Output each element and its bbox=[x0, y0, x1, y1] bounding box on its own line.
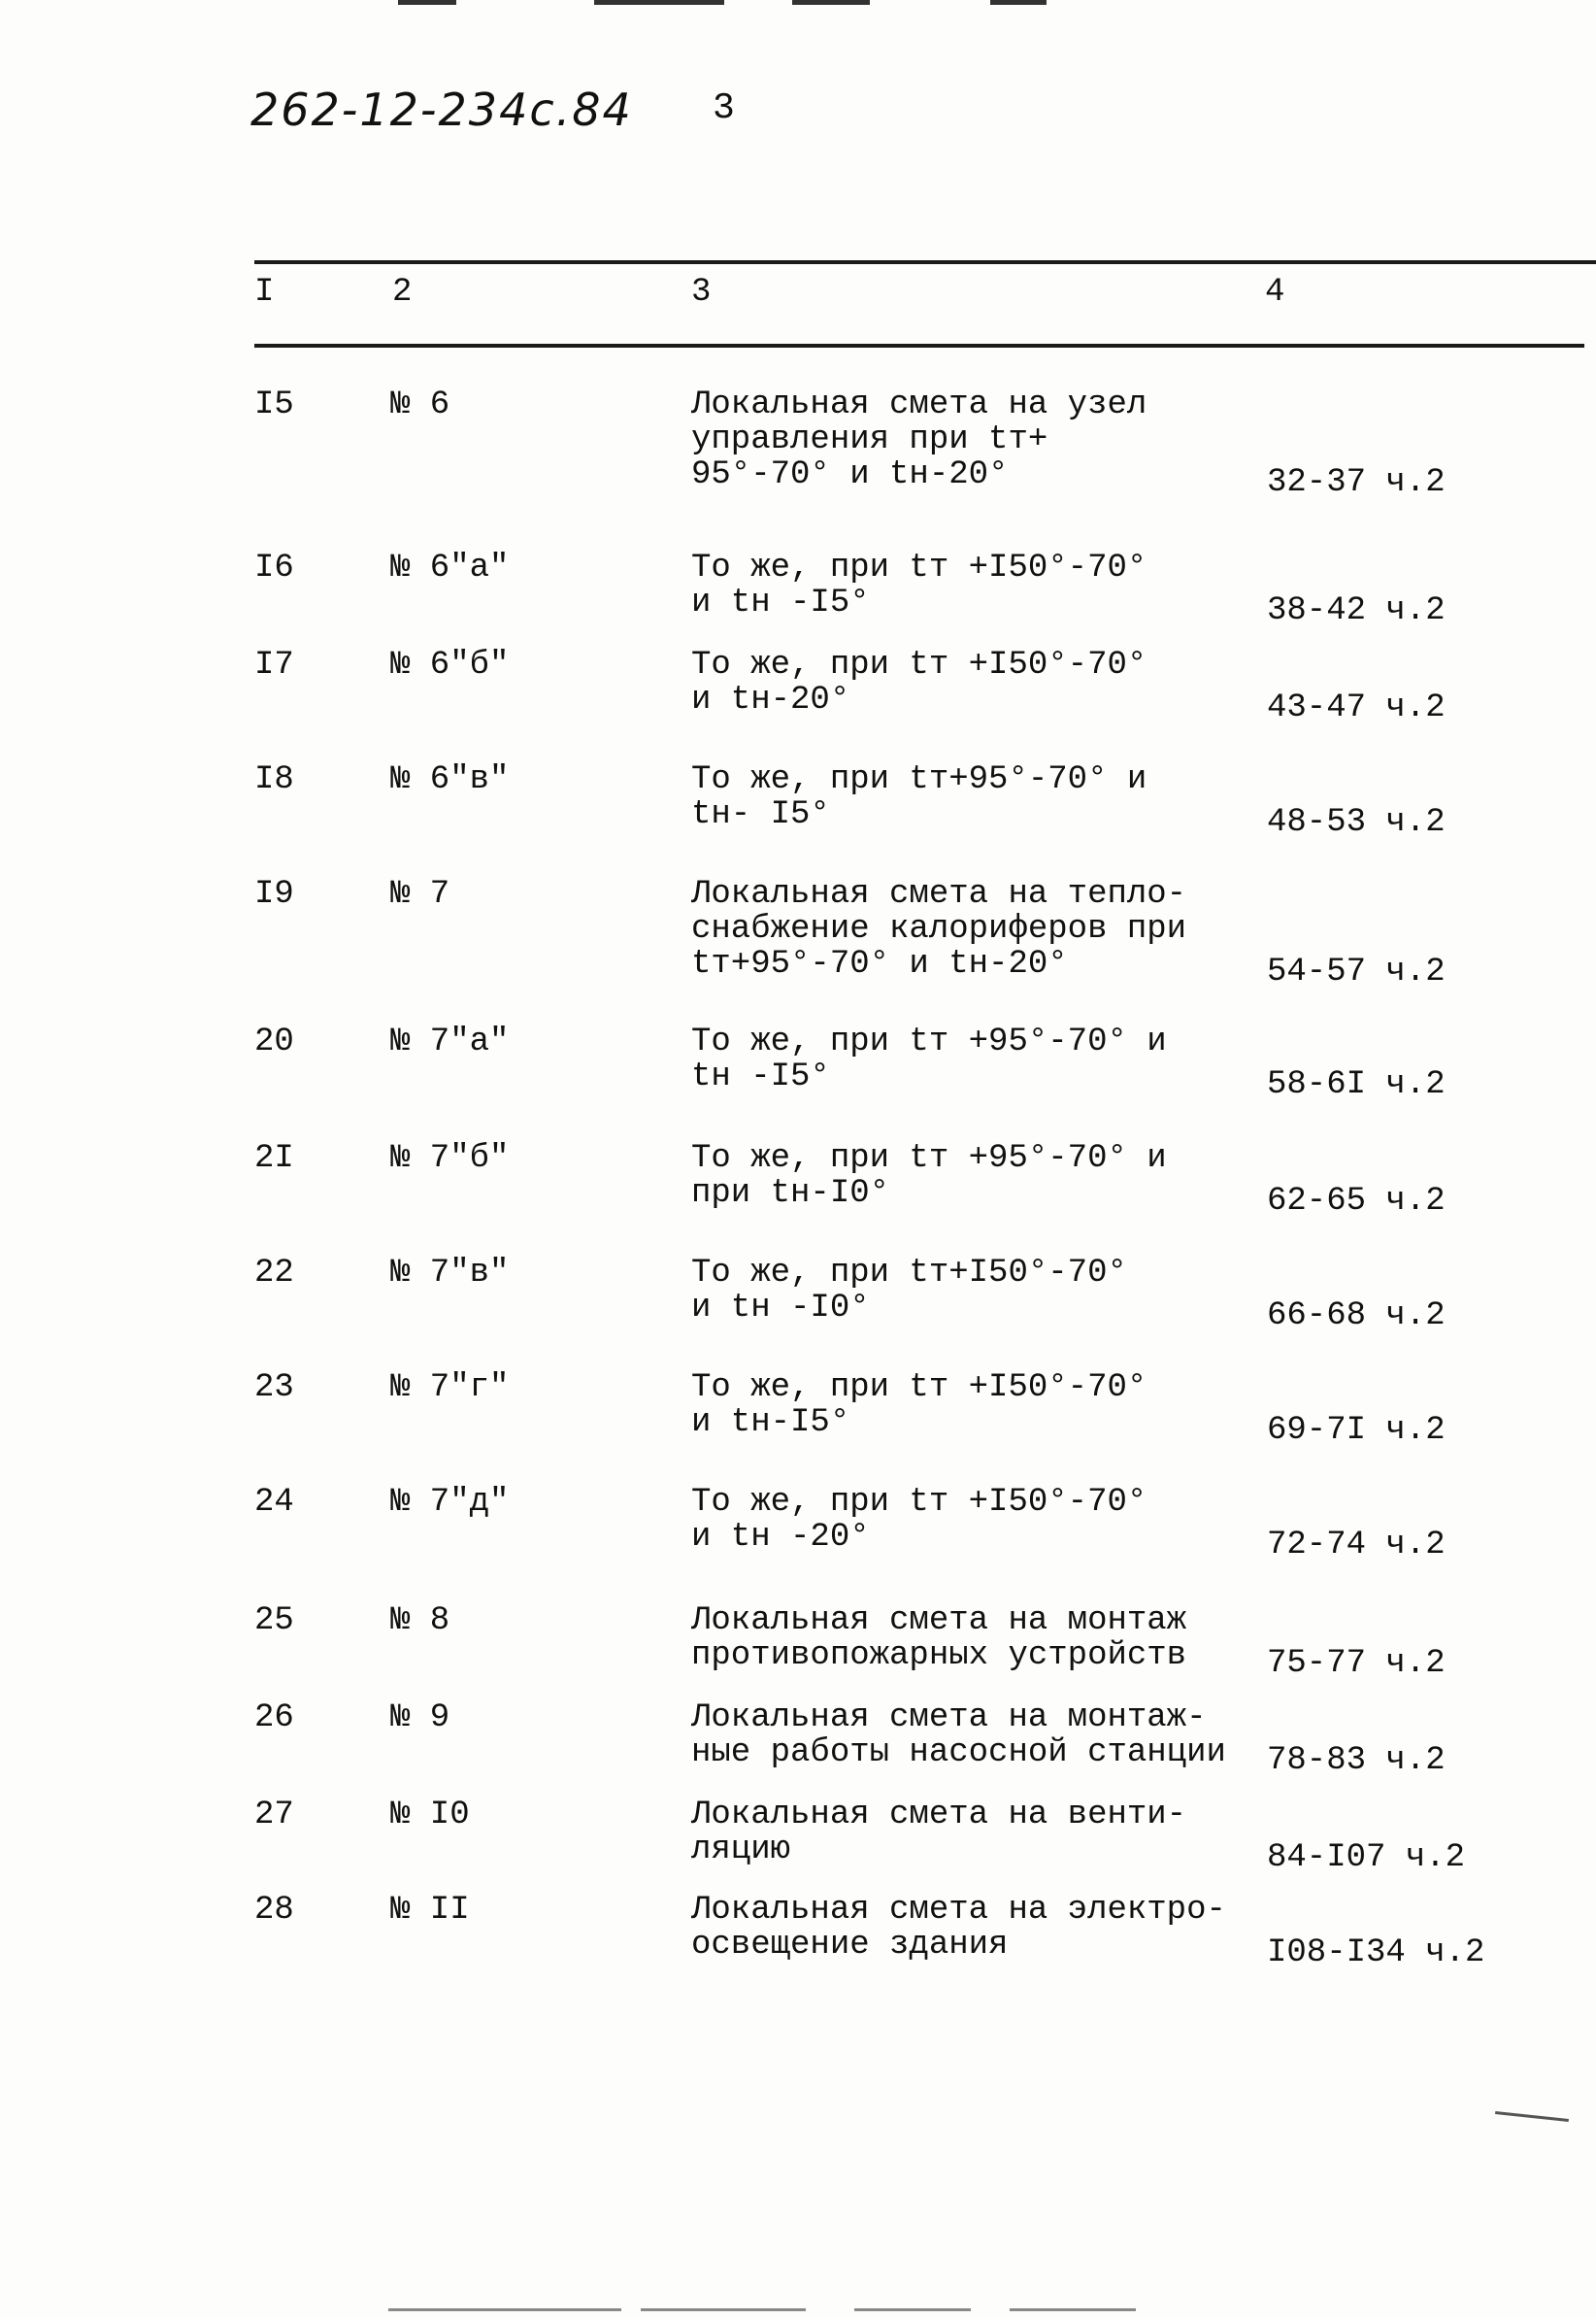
estimate-description bbox=[691, 1701, 1254, 1769]
page-range: 48-53 ч.2 bbox=[1267, 804, 1446, 841]
page-number: 3 bbox=[713, 87, 735, 129]
page-range: 75-77 ч.2 bbox=[1267, 1645, 1446, 1682]
estimate-number: № 6"б" bbox=[390, 647, 510, 684]
description-line: Локальная смета на монтаж bbox=[691, 1602, 1187, 1639]
description-line: 95°-70° и tн-20° bbox=[691, 456, 1009, 493]
estimate-description bbox=[691, 1604, 1254, 1672]
description-line: снабжение калориферов при bbox=[691, 911, 1187, 948]
row-number: I8 bbox=[254, 761, 294, 798]
description-line: То же, при tт+95°-70° и bbox=[691, 761, 1147, 798]
description-line: То же, при tт +I50°-70° bbox=[691, 550, 1147, 587]
description-line: и tн -I0° bbox=[691, 1290, 870, 1327]
description-line: при tн-I0° bbox=[691, 1175, 890, 1212]
row-number: I7 bbox=[254, 647, 294, 684]
row-number: 20 bbox=[254, 1024, 294, 1060]
description-line: Локальная смета на венти- bbox=[691, 1797, 1187, 1833]
description-line: и tн -20° bbox=[691, 1519, 870, 1556]
page-range: 32-37 ч.2 bbox=[1267, 464, 1446, 501]
estimate-description bbox=[691, 1486, 1254, 1554]
row-number: 25 bbox=[254, 1602, 294, 1639]
estimate-number: № 7 bbox=[390, 876, 450, 913]
page-range: I08-I34 ч.2 bbox=[1267, 1934, 1485, 1971]
column-header-3: 3 bbox=[691, 274, 712, 311]
estimate-description bbox=[691, 1257, 1254, 1325]
estimate-number: № 7"в" bbox=[390, 1255, 510, 1292]
description-line: ляцию bbox=[691, 1832, 791, 1868]
estimate-number: № 6 bbox=[390, 386, 450, 423]
row-number: 2I bbox=[254, 1140, 294, 1177]
estimate-number: № 7"а" bbox=[390, 1024, 510, 1060]
estimate-description bbox=[691, 1798, 1254, 1866]
description-line: ные работы насосной станции bbox=[691, 1734, 1226, 1771]
page-range: 69-7I ч.2 bbox=[1267, 1412, 1446, 1449]
page-range: 54-57 ч.2 bbox=[1267, 954, 1446, 991]
estimate-description bbox=[691, 1025, 1254, 1093]
page-range: 84-I07 ч.2 bbox=[1267, 1839, 1466, 1876]
page-range: 72-74 ч.2 bbox=[1267, 1527, 1446, 1563]
estimate-number: № 8 bbox=[390, 1602, 450, 1639]
page-range: 78-83 ч.2 bbox=[1267, 1742, 1446, 1779]
row-number: I5 bbox=[254, 386, 294, 423]
page-range: 66-68 ч.2 bbox=[1267, 1297, 1446, 1334]
description-line: tн -I5° bbox=[691, 1059, 830, 1095]
estimate-description bbox=[691, 552, 1254, 620]
estimate-description bbox=[691, 763, 1254, 831]
description-line: То же, при tт+I50°-70° bbox=[691, 1255, 1127, 1292]
description-line: tн- I5° bbox=[691, 796, 830, 833]
table-top-rule bbox=[254, 260, 1596, 264]
description-line: и tн-20° bbox=[691, 682, 850, 719]
row-number: I6 bbox=[254, 550, 294, 587]
page-range: 62-65 ч.2 bbox=[1267, 1183, 1446, 1220]
estimate-number: № 7"б" bbox=[390, 1140, 510, 1177]
description-line: Локальная смета на монтаж- bbox=[691, 1699, 1207, 1736]
estimate-number: № 7"г" bbox=[390, 1369, 510, 1406]
column-header-4: 4 bbox=[1265, 274, 1285, 311]
row-number: 26 bbox=[254, 1699, 294, 1736]
description-line: освещение здания bbox=[691, 1927, 1009, 1964]
row-number: 24 bbox=[254, 1484, 294, 1521]
document-code: 262-12-234c.84 bbox=[250, 84, 633, 136]
description-line: противопожарных устройств bbox=[691, 1637, 1187, 1674]
description-line: Локальная смета на электро- bbox=[691, 1892, 1226, 1929]
estimate-number: № I0 bbox=[390, 1797, 470, 1833]
column-header-2: 2 bbox=[392, 274, 413, 311]
column-header-1: I bbox=[254, 274, 275, 311]
estimate-description bbox=[691, 1894, 1254, 1962]
estimate-description bbox=[691, 388, 1254, 491]
row-number: 27 bbox=[254, 1797, 294, 1833]
row-number: 22 bbox=[254, 1255, 294, 1292]
description-line: То же, при tт +I50°-70° bbox=[691, 647, 1147, 684]
description-line: То же, при tт +95°-70° и bbox=[691, 1140, 1167, 1177]
page-range: 43-47 ч.2 bbox=[1267, 689, 1446, 726]
estimate-number: № II bbox=[390, 1892, 470, 1929]
estimate-description bbox=[691, 1142, 1254, 1210]
estimate-number: № 7"д" bbox=[390, 1484, 510, 1521]
description-line: и tн -I5° bbox=[691, 585, 870, 622]
estimate-description bbox=[691, 1371, 1254, 1439]
page-range: 58-6I ч.2 bbox=[1267, 1066, 1446, 1103]
estimate-number: № 6"а" bbox=[390, 550, 510, 587]
row-number: 23 bbox=[254, 1369, 294, 1406]
description-line: То же, при tт +95°-70° и bbox=[691, 1024, 1167, 1060]
row-number: 28 bbox=[254, 1892, 294, 1929]
stray-pen-mark bbox=[1495, 2111, 1569, 2122]
estimate-number: № 9 bbox=[390, 1699, 450, 1736]
description-line: То же, при tт +I50°-70° bbox=[691, 1484, 1147, 1521]
estimate-description bbox=[691, 649, 1254, 717]
table-header-rule bbox=[254, 344, 1584, 348]
estimate-number: № 6"в" bbox=[390, 761, 510, 798]
description-line: и tн-I5° bbox=[691, 1404, 850, 1441]
description-line: Локальная смета на узел bbox=[691, 386, 1147, 423]
row-number: I9 bbox=[254, 876, 294, 913]
estimate-description bbox=[691, 878, 1254, 981]
page-range: 38-42 ч.2 bbox=[1267, 592, 1446, 629]
description-line: Локальная смета на тепло- bbox=[691, 876, 1187, 913]
description-line: управления при tт+ bbox=[691, 421, 1048, 458]
description-line: То же, при tт +I50°-70° bbox=[691, 1369, 1147, 1406]
description-line: tт+95°-70° и tн-20° bbox=[691, 946, 1068, 983]
